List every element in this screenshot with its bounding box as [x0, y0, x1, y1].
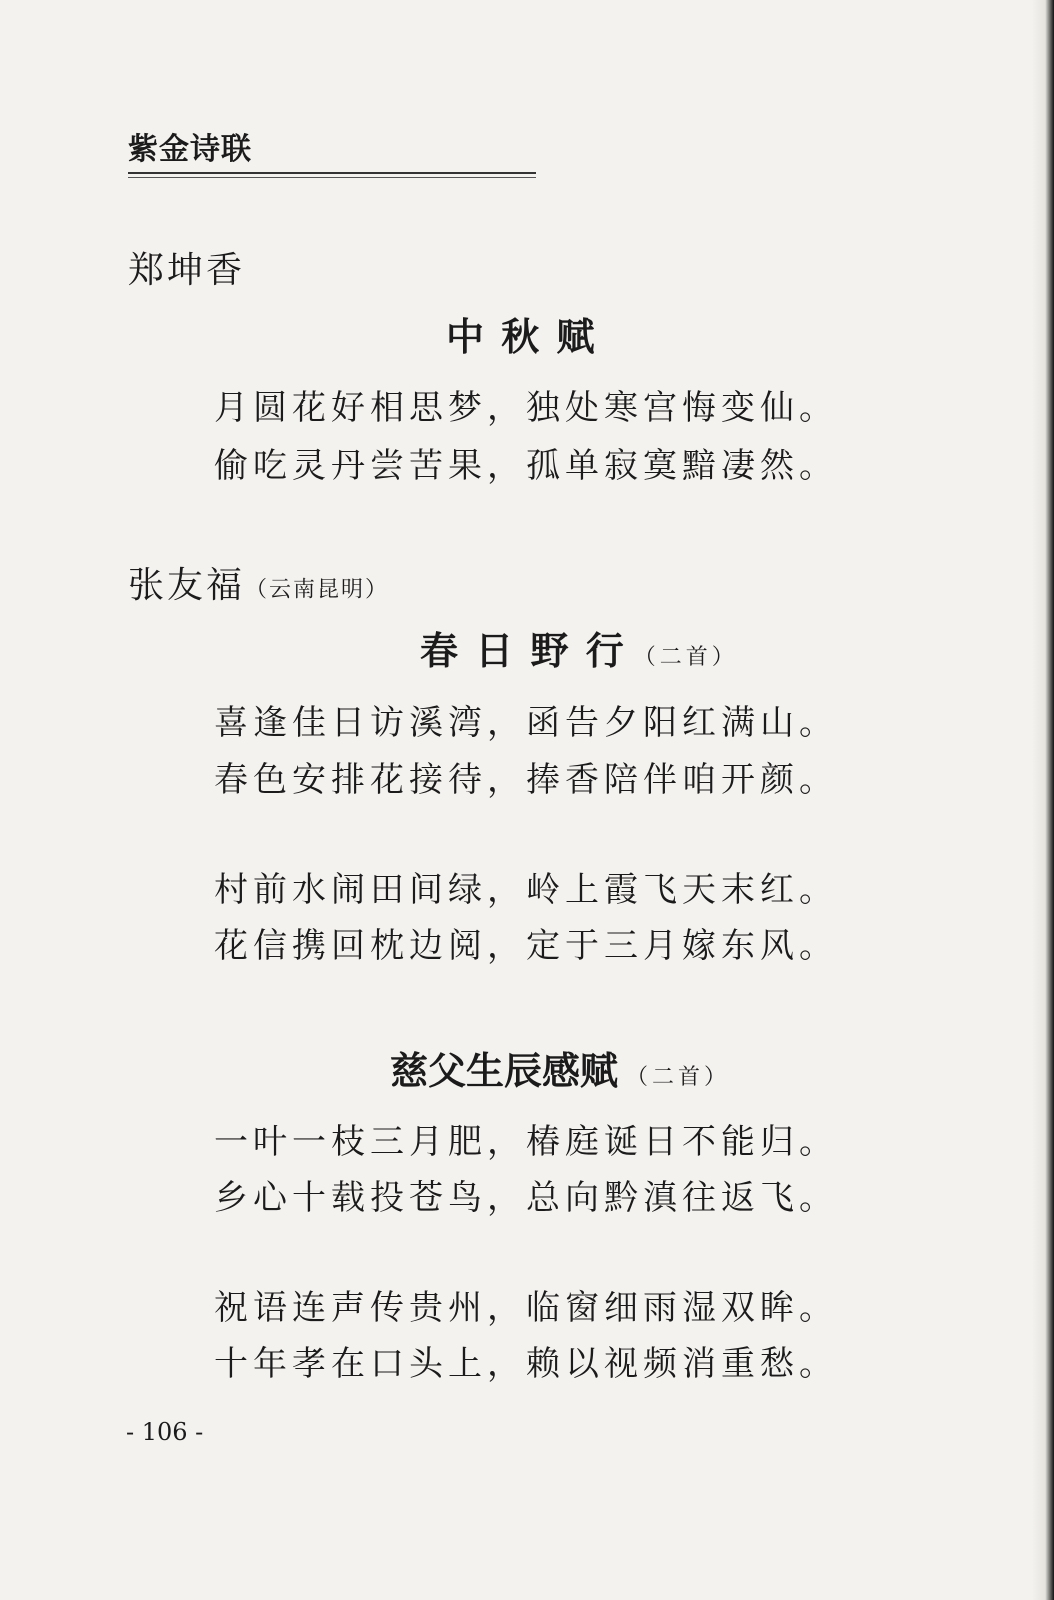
author-origin: （云南昆明） [245, 577, 390, 603]
verse-line: 十年孝在口头上，赖以视频消重愁。 [214, 1344, 838, 1384]
poem-count: （二首） [633, 645, 738, 670]
author-name: 郑坤香 [128, 250, 246, 291]
verse-line: 偷吃灵丹尝苦果，孤单寂寞黯凄然。 [214, 446, 838, 486]
poem-title [420, 620, 738, 675]
verse-line: 喜逢佳日访溪湾，函告夕阳红满山。 [214, 703, 838, 743]
verse-line: 村前水闹田间绿，岭上霞飞天末红。 [214, 870, 838, 910]
poem-title [446, 306, 596, 361]
author-name-text: 张友福 [128, 565, 246, 606]
header-rule-thin [128, 177, 536, 178]
verse-line: 月圆花好相思梦，独处寒宫悔变仙。 [214, 388, 838, 428]
header-title: 紫金诗联 [128, 132, 252, 167]
verse-line: 花信携回枕边阅，定于三月嫁东风。 [214, 926, 838, 966]
page-number: - 106 - [126, 1418, 204, 1446]
verse-line: 祝语连声传贵州，临窗细雨湿双眸。 [214, 1288, 838, 1328]
verse-line: 乡心十载投苍鸟，总向黔滇往返飞。 [214, 1178, 838, 1218]
poem-title-text: 春 日 野 行 [420, 628, 626, 673]
poem-title-text: 慈父生辰感赋 [390, 1048, 619, 1093]
poem-title-text: 中 秋 赋 [446, 314, 597, 359]
running-header [128, 130, 536, 178]
poem-count: （二首） [626, 1065, 731, 1090]
author-name [128, 557, 389, 608]
poem-title [390, 1040, 730, 1095]
verse-line: 一叶一枝三月肥，椿庭诞日不能归。 [214, 1122, 838, 1162]
header-rule [128, 172, 536, 174]
page-edge-shadow [1032, 0, 1054, 1600]
verse-line: 春色安排花接待，捧香陪伴咱开颜。 [214, 760, 838, 800]
